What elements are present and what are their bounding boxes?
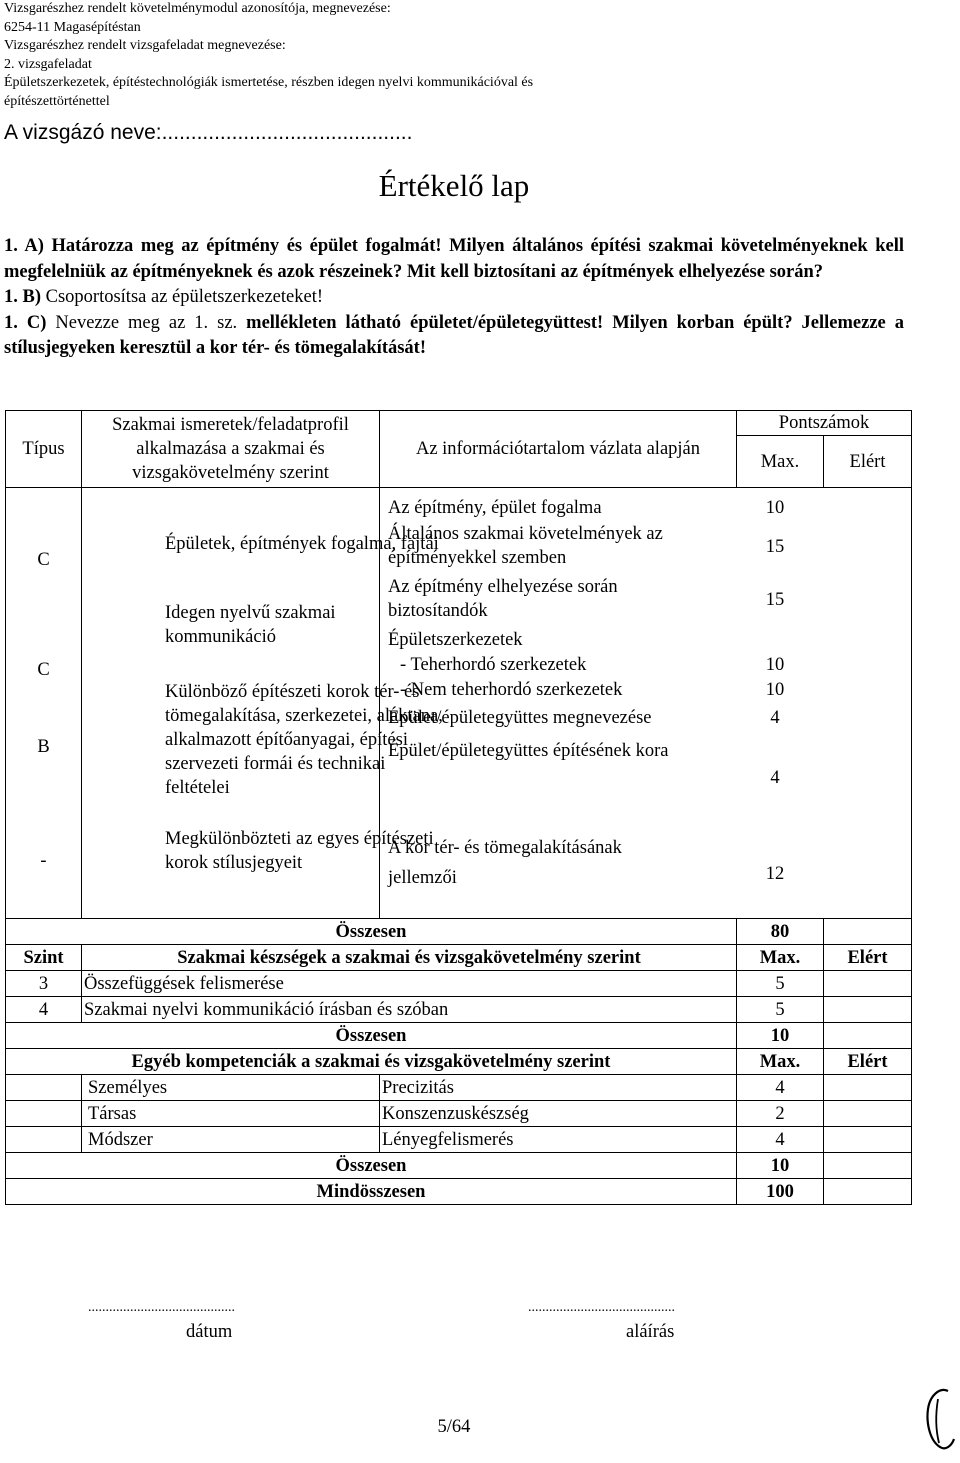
col-head-info: Az információtartalom vázlata alapján: [380, 411, 737, 488]
header-line: Épületszerkezetek, építéstechnológiák ismertetése, részben idegen nyelvi kommunikációval és: [4, 75, 534, 90]
competencies-head-max: Max.: [737, 1049, 824, 1075]
info-max: 12: [765, 864, 785, 884]
info-max: 10: [765, 655, 785, 675]
col-head-achieved: Elért: [824, 436, 912, 488]
competency-category: Személyes: [82, 1075, 380, 1101]
header-line: Vizsgarészhez rendelt vizsgafeladat megnevezése:: [4, 38, 286, 53]
competency-category: Társas: [82, 1101, 380, 1127]
info-max: 10: [765, 680, 785, 700]
header-line: 2. vizsgafeladat: [4, 56, 92, 72]
skills-head-label: Szakmai készségek a szakmai és vizsgakövetelmény szerint: [82, 945, 737, 971]
info-max: 15: [765, 537, 785, 557]
profile-cell: Épületek, építmények fogalma, fajtái: [165, 534, 439, 554]
achieved-cell[interactable]: [824, 1023, 912, 1049]
skill-level: 3: [6, 971, 82, 997]
achieved-cell[interactable]: [824, 1179, 912, 1205]
info-row: - Teherhordó szerkezetek: [400, 655, 587, 675]
type-cell: C: [37, 550, 50, 570]
competency-category: Módszer: [82, 1127, 380, 1153]
info-row: Épületszerkezetek: [388, 630, 523, 650]
skills-head-achieved: Elért: [824, 945, 912, 971]
handwritten-mark-icon: [920, 1385, 958, 1455]
grand-total-value: 100: [737, 1179, 824, 1205]
achieved-cell[interactable]: [824, 1101, 912, 1127]
question-1a: 1. A) Határozza meg az építmény és épület fogalmát! Milyen általános építési szakmai követelményeknek kell megfelelniük az építményeknek és azok részeinek? Mit kell biztosítani az építmények elhelyezése során?: [4, 236, 904, 282]
skill-max: 5: [737, 997, 824, 1023]
profile-cell: Különböző építészeti korok tér- és tömegalakítása, szerkezetei, alaktana, alkalmazott építőanyagai, építési szervezeti formái és technikai feltételei: [165, 682, 443, 798]
competencies-head-label: Egyéb kompetenciák a szakmai és vizsgakövetelmény szerint: [6, 1049, 737, 1075]
header-line: 6254-11 Magasépítéstan: [4, 19, 141, 35]
question-block: [4, 234, 904, 362]
achieved-cell[interactable]: [824, 1153, 912, 1179]
info-column: [380, 488, 912, 919]
subtotal-value: 80: [737, 919, 824, 945]
achieved-cell[interactable]: [824, 1075, 912, 1101]
competency-text: Lényegfelismerés: [380, 1127, 737, 1153]
info-row: Épület/épületegyüttes építésének kora: [388, 741, 669, 761]
date-label: dátum: [186, 1322, 233, 1342]
examinee-name-field: A vizsgázó neve:...........................................: [4, 121, 413, 144]
type-column: [6, 488, 82, 919]
skill-text: Szakmai nyelvi kommunikáció írásban és szóban: [82, 997, 737, 1023]
question-1b-prefix: 1. B): [4, 287, 46, 307]
info-max: 4: [770, 768, 780, 788]
col-head-points: Pontszámok: [737, 411, 912, 436]
grand-total-label: Mindösszesen: [6, 1179, 737, 1205]
subtotal-value: 10: [737, 1023, 824, 1049]
signature-line: ..........................................: [528, 1300, 675, 1315]
info-row: Az építmény elhelyezése során biztosítandók: [388, 577, 618, 621]
col-head-profile: Szakmai ismeretek/feladatprofil alkalmazása a szakmai és vizsgakövetelmény szerint: [82, 411, 380, 488]
competency-text: Precizitás: [380, 1075, 737, 1101]
evaluation-table: [5, 410, 912, 1205]
competency-text: Konszenzuskészség: [380, 1101, 737, 1127]
profile-cell: Megkülönbözteti az egyes építészeti korok stílusjegyeit: [165, 829, 434, 873]
date-line: ..........................................: [88, 1300, 235, 1315]
type-cell: B: [37, 737, 50, 757]
info-row: - Nem teherhordó szerkezetek: [400, 680, 623, 700]
info-max: 10: [765, 498, 785, 518]
achieved-cell[interactable]: [824, 997, 912, 1023]
type-cell: -: [40, 851, 47, 871]
info-row: Általános szakmai követelmények az építményekkel szemben: [388, 524, 663, 568]
header-line: építészettörténettel: [4, 93, 110, 109]
type-cell: C: [37, 660, 50, 680]
page-title: Értékelő lap: [378, 168, 530, 203]
info-max: 15: [765, 590, 785, 610]
achieved-cell[interactable]: [824, 1127, 912, 1153]
profile-column: [82, 488, 443, 919]
info-row: A kor tér- és tömegalakításának jellemzői: [388, 838, 622, 888]
skill-level: 4: [6, 997, 82, 1023]
subtotal-value: 10: [737, 1153, 824, 1179]
competency-max: 4: [737, 1127, 824, 1153]
profile-cell: Idegen nyelvű szakmai kommunikáció: [165, 603, 336, 647]
col-head-max: Max.: [737, 436, 824, 488]
question-1c-part1: Nevezze meg az 1. sz.: [55, 312, 238, 333]
achieved-cell[interactable]: [824, 919, 912, 945]
subtotal-label: Összesen: [6, 1023, 737, 1049]
document-header: [4, 0, 533, 111]
question-1c-prefix: 1. C): [4, 312, 56, 333]
skill-max: 5: [737, 971, 824, 997]
competency-max: 4: [737, 1075, 824, 1101]
achieved-cell[interactable]: [824, 971, 912, 997]
info-row: Épület/épületegyüttes megnevezése: [388, 708, 652, 728]
col-head-type: Típus: [6, 411, 82, 488]
skill-text: Összefüggések felismerése: [82, 971, 737, 997]
skills-head-level: Szint: [6, 945, 82, 971]
question-1b: Csoportosítsa az épületszerkezeteket!: [45, 287, 324, 307]
subtotal-label: Összesen: [6, 919, 737, 945]
info-max: 4: [770, 708, 780, 728]
question-1c-part2: mellékleten látható épületet/épületegyüttest! Milyen korban épült? Jellemezze a stílusjegyeken keresztül a kor tér- és tömegalakítását!: [4, 312, 904, 358]
signature-label: aláírás: [626, 1322, 675, 1342]
info-row: Az építmény, épület fogalma: [388, 498, 602, 518]
competencies-head-achieved: Elért: [824, 1049, 912, 1075]
header-line: Vizsgarészhez rendelt követelménymodul azonosítója, megnevezése:: [4, 1, 391, 16]
competency-max: 2: [737, 1101, 824, 1127]
skills-head-max: Max.: [737, 945, 824, 971]
subtotal-label: Összesen: [6, 1153, 737, 1179]
page-number: 5/64: [437, 1417, 471, 1437]
